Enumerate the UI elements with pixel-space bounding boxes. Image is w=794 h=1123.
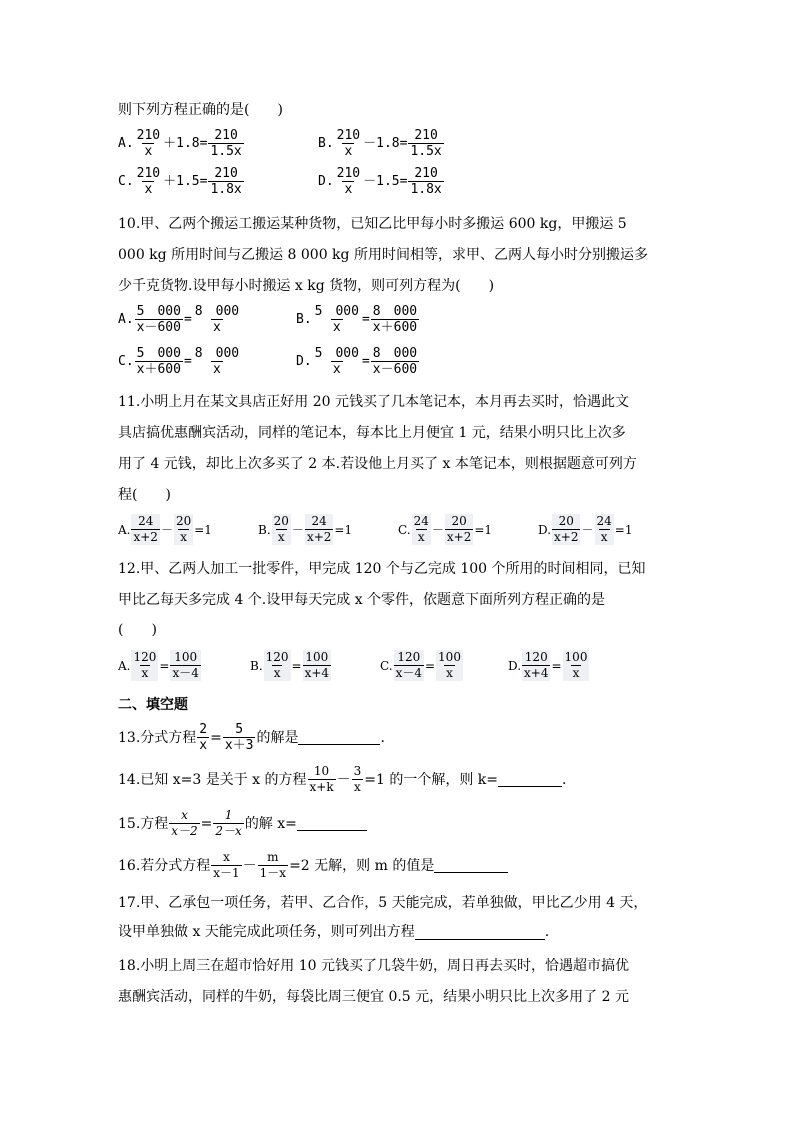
fraction xyxy=(223,722,256,753)
denominator: x－600 xyxy=(372,362,418,377)
q17-line-2-row: 设甲单独做 x 天能完成此项任务，则可列出方程 . xyxy=(118,924,550,940)
equals-one: =1 xyxy=(474,522,493,537)
q15 xyxy=(118,808,367,839)
question-text: 的解 x= xyxy=(244,815,297,832)
numerator: 5 000 xyxy=(136,304,181,319)
fraction xyxy=(197,722,209,753)
operator: － xyxy=(291,522,304,537)
q10-option-b xyxy=(296,304,420,335)
denominator: x＋3 xyxy=(224,738,254,753)
denominator: x－2 xyxy=(171,824,198,838)
operator: = xyxy=(424,658,436,673)
option-label: A. xyxy=(118,658,131,673)
option-label: B. xyxy=(258,522,271,537)
option-label: A. xyxy=(118,135,134,151)
numerator: 10 xyxy=(313,764,330,778)
numerator: 210 xyxy=(414,166,438,181)
option-label: D. xyxy=(318,173,334,189)
option-label: A. xyxy=(118,522,131,537)
fraction xyxy=(335,166,362,197)
denominator: x xyxy=(446,666,453,680)
denominator: x xyxy=(144,182,153,197)
numerator: 120 xyxy=(524,650,548,664)
q11-option-a xyxy=(118,514,212,545)
denominator: 2－x xyxy=(215,824,242,838)
denominator: x－4 xyxy=(172,666,199,680)
numerator: 20 xyxy=(451,514,467,528)
q10-line-2: 000 kg 所用时间与乙搬运 8 000 kg 所用时间相等，求甲、乙两人每小时分别搬运多 xyxy=(118,247,648,263)
fraction xyxy=(313,346,361,377)
q9-option-b xyxy=(318,128,445,159)
q9-option-d xyxy=(318,166,445,197)
numerator: 24 xyxy=(138,514,154,528)
q10-option-d xyxy=(296,346,420,377)
equals-one: =1 xyxy=(334,522,353,537)
denominator: x xyxy=(332,362,341,377)
numerator: 5 xyxy=(235,722,244,737)
fraction xyxy=(595,514,614,545)
q12-line-2: 甲比乙每天多完成 4 个.设甲每天完成 x 个零件，依题意下面所列方程正确的是 xyxy=(118,592,606,608)
numerator: 3 xyxy=(353,764,362,778)
numerator: 100 xyxy=(305,650,329,664)
denominator: x+2 xyxy=(306,530,332,544)
option-label: B. xyxy=(296,311,312,327)
equals-one: =1 xyxy=(614,522,633,537)
denominator: x+2 xyxy=(554,530,579,544)
fraction xyxy=(170,650,200,681)
q10-line-1: 10.甲、乙两个搬运工搬运某种货物，已知乙比甲每小时多搬运 600 kg，甲搬运 5 xyxy=(118,216,627,232)
option-label: D. xyxy=(538,522,552,537)
fraction xyxy=(371,346,419,377)
denominator: 1.5x xyxy=(410,144,442,159)
fraction xyxy=(305,514,333,545)
operator: － xyxy=(336,771,351,788)
numerator: 1 xyxy=(224,808,233,822)
q11-line-3: 用了 4 元钱，却比上次多买了 2 本.若设他上月买了 x 本笔记本，则根据题意可列方 xyxy=(118,456,637,472)
denominator: x+2 xyxy=(446,530,472,544)
numerator: m xyxy=(267,850,279,864)
fraction xyxy=(208,166,243,197)
denominator: x xyxy=(572,666,580,680)
fraction xyxy=(408,166,443,197)
denominator: x xyxy=(213,320,221,335)
fraction xyxy=(563,650,590,681)
q17-line-1: 17.甲、乙承包一项任务，若甲、乙合作，5 天能完成，若单独做，甲比乙少用 4 天， xyxy=(118,895,648,911)
denominator: x xyxy=(354,780,361,794)
numerator: 210 xyxy=(414,128,438,143)
question-intro: 则下列方程正确的是( ) xyxy=(118,102,283,118)
fraction xyxy=(131,514,159,545)
denominator: x+k xyxy=(309,780,334,794)
fraction xyxy=(135,304,183,335)
fraction xyxy=(313,304,361,335)
fraction xyxy=(169,808,199,839)
fraction xyxy=(394,650,424,681)
numerator: 120 xyxy=(133,650,157,664)
operator: = xyxy=(210,729,222,746)
q12-option-c xyxy=(380,650,464,681)
q14: 14.已知 x=3 是关于 x 的方程 $\frac{10}{x+k}$ － $\frac{3}{x}$ =1 的一个解，则 k= . xyxy=(118,764,567,794)
numerator: 210 xyxy=(136,128,161,143)
fraction xyxy=(445,514,473,545)
q16 xyxy=(118,850,508,881)
option-label: C. xyxy=(118,353,134,369)
fraction xyxy=(412,514,431,545)
denominator: x xyxy=(144,144,153,159)
fraction xyxy=(213,808,243,839)
operator: = xyxy=(551,658,562,673)
q11-line-4: 程( ) xyxy=(118,487,171,503)
fraction xyxy=(131,650,158,681)
q11-line-1: 11.小明上月在某文具店正好用 20 元钱买了几本笔记本，本月再去买时，恰遇此文 xyxy=(118,394,629,410)
operator: －1.5= xyxy=(363,173,408,189)
operator: = xyxy=(159,658,170,673)
option-label: B. xyxy=(250,658,263,673)
fraction xyxy=(264,650,291,681)
fraction xyxy=(303,650,331,681)
numerator: 20 xyxy=(558,514,574,528)
fraction xyxy=(193,304,241,335)
denominator: 1.5x xyxy=(210,144,242,159)
numerator: 100 xyxy=(438,650,461,664)
numerator: 210 xyxy=(336,166,361,181)
operator: = xyxy=(361,311,370,327)
operator: － xyxy=(581,522,594,537)
operator: = xyxy=(361,353,370,369)
numerator: 24 xyxy=(596,514,612,528)
q12-line-3: ( ) xyxy=(118,622,157,638)
q12-option-b xyxy=(250,650,332,681)
denominator: x xyxy=(199,738,208,753)
fraction xyxy=(522,650,550,681)
numerator: 5 000 xyxy=(136,346,181,361)
numerator: 20 xyxy=(175,514,192,528)
denominator: x－1 xyxy=(213,866,240,880)
question-text: 15.方程 xyxy=(118,815,169,832)
option-label: B. xyxy=(318,135,334,151)
q9-option-c xyxy=(118,166,245,197)
denominator: x xyxy=(273,666,281,680)
q18-line-1: 18.小明上周三在超市恰好用 10 元钱买了几袋牛奶，周日再去买时，恰遇超市搞优 xyxy=(118,958,629,974)
operator: = xyxy=(183,311,192,327)
q11-line-2: 具店搞优惠酬宾活动，同样的笔记本，每本比上月便宜 1 元，结果小明只比上次多 xyxy=(118,425,626,441)
fraction xyxy=(258,850,288,881)
numerator: x xyxy=(223,850,230,864)
denominator: x xyxy=(180,530,187,544)
denominator: x xyxy=(417,530,425,544)
operator: － xyxy=(160,522,173,537)
q12-option-d xyxy=(508,650,590,681)
numerator: 100 xyxy=(564,650,588,664)
numerator: 5 000 xyxy=(314,346,359,361)
numerator: 8 000 xyxy=(372,346,418,361)
q10-line-3: 少千克货物.设甲每小时搬运 x kg 货物，则可列方程为( ) xyxy=(118,278,495,294)
numerator: 24 xyxy=(311,514,327,528)
answer-blank[interactable] xyxy=(434,858,508,873)
numerator: 2 xyxy=(199,722,208,737)
numerator: 210 xyxy=(336,128,361,143)
fraction xyxy=(552,514,580,545)
denominator: x xyxy=(332,320,341,335)
denominator: 1.8x xyxy=(210,182,242,197)
option-label: A. xyxy=(118,311,134,327)
q10-option-c xyxy=(118,346,242,377)
answer-blank[interactable] xyxy=(297,816,367,831)
denominator: x－600 xyxy=(136,320,181,335)
question-text: =1 的一个解，则 k= xyxy=(364,771,498,788)
denominator: x＋600 xyxy=(372,320,418,335)
option-label: C. xyxy=(398,522,411,537)
numerator: 120 xyxy=(397,650,421,664)
question-text: =2 无解，则 m 的值是 xyxy=(289,857,435,874)
answer-blank[interactable] xyxy=(298,730,380,745)
fraction xyxy=(193,346,241,377)
q11-option-c xyxy=(398,514,492,545)
denominator: x+4 xyxy=(304,666,330,680)
numerator: 8 000 xyxy=(372,304,418,319)
operator: = xyxy=(200,815,213,832)
numerator: 120 xyxy=(265,650,289,664)
question-text: 16.若分式方程 xyxy=(118,857,211,874)
numerator: 24 xyxy=(413,514,429,528)
numerator: 100 xyxy=(174,650,198,664)
denominator: 1.8x xyxy=(410,182,442,197)
fraction xyxy=(436,650,463,681)
fraction xyxy=(211,850,241,881)
operator: － xyxy=(431,522,444,537)
numerator: 20 xyxy=(273,514,289,528)
fraction xyxy=(308,764,336,795)
question-text: 13.分式方程 xyxy=(118,729,197,746)
q13: 13.分式方程 $\frac{2}{x}$ = $\frac{5}{x+3}$ 的解是 . xyxy=(118,722,385,753)
denominator: x xyxy=(344,182,353,197)
fraction xyxy=(135,128,162,159)
fraction xyxy=(408,128,443,159)
q17-line-2: 设甲单独做 x 天能完成此项任务，则可列出方程 xyxy=(118,924,415,940)
equals-one: =1 xyxy=(194,522,212,537)
denominator: x xyxy=(277,530,285,544)
operator: = xyxy=(291,658,302,673)
denominator: x+4 xyxy=(524,666,549,680)
operator: = xyxy=(183,353,192,369)
q12-option-a xyxy=(118,650,202,681)
denominator: x xyxy=(600,530,608,544)
denominator: x xyxy=(213,362,221,377)
q18-line-2: 惠酬宾活动，同样的牛奶，每袋比周三便宜 0.5 元，结果小明只比上次多用了 2 元 xyxy=(118,989,629,1005)
denominator: x－4 xyxy=(395,666,422,680)
numerator: 5 000 xyxy=(314,304,359,319)
operator: ＋1.8= xyxy=(163,135,208,151)
denominator: x+2 xyxy=(133,530,158,544)
denominator: x xyxy=(344,144,353,159)
q9-option-a xyxy=(118,128,245,159)
numerator: 8 000 xyxy=(194,346,240,361)
fraction xyxy=(335,128,362,159)
denominator: 1－x xyxy=(259,866,287,880)
numerator: 210 xyxy=(136,166,161,181)
fraction xyxy=(352,764,364,795)
section-heading: 二、填空题 xyxy=(118,697,188,713)
fraction xyxy=(135,346,183,377)
option-label: C. xyxy=(118,173,134,189)
question-text: 14.已知 x=3 是关于 x 的方程 xyxy=(118,771,307,788)
numerator: 210 xyxy=(214,128,238,143)
option-label: D. xyxy=(508,658,522,673)
numerator: x xyxy=(181,808,188,822)
denominator: x xyxy=(141,666,149,680)
fraction xyxy=(135,166,162,197)
operator: －1.8= xyxy=(363,135,408,151)
answer-blank[interactable] xyxy=(415,925,545,940)
numerator: 8 000 xyxy=(194,304,240,319)
q10-option-a xyxy=(118,304,242,335)
q11-option-b xyxy=(258,514,352,545)
fraction xyxy=(272,514,291,545)
q11-option-d xyxy=(538,514,632,545)
answer-blank[interactable] xyxy=(498,772,562,787)
operator: － xyxy=(242,857,257,874)
option-label: C. xyxy=(380,658,393,673)
fraction xyxy=(208,128,243,159)
q12-line-1: 12.甲、乙两人加工一批零件，甲完成 120 个与乙完成 100 个所用的时间相同，已知 xyxy=(118,561,646,577)
option-label: D. xyxy=(296,353,312,369)
denominator: x＋600 xyxy=(136,362,181,377)
numerator: 210 xyxy=(214,166,238,181)
operator: ＋1.5= xyxy=(163,173,208,189)
fraction xyxy=(174,514,193,545)
fraction xyxy=(371,304,419,335)
question-text: 的解是 xyxy=(256,729,299,746)
